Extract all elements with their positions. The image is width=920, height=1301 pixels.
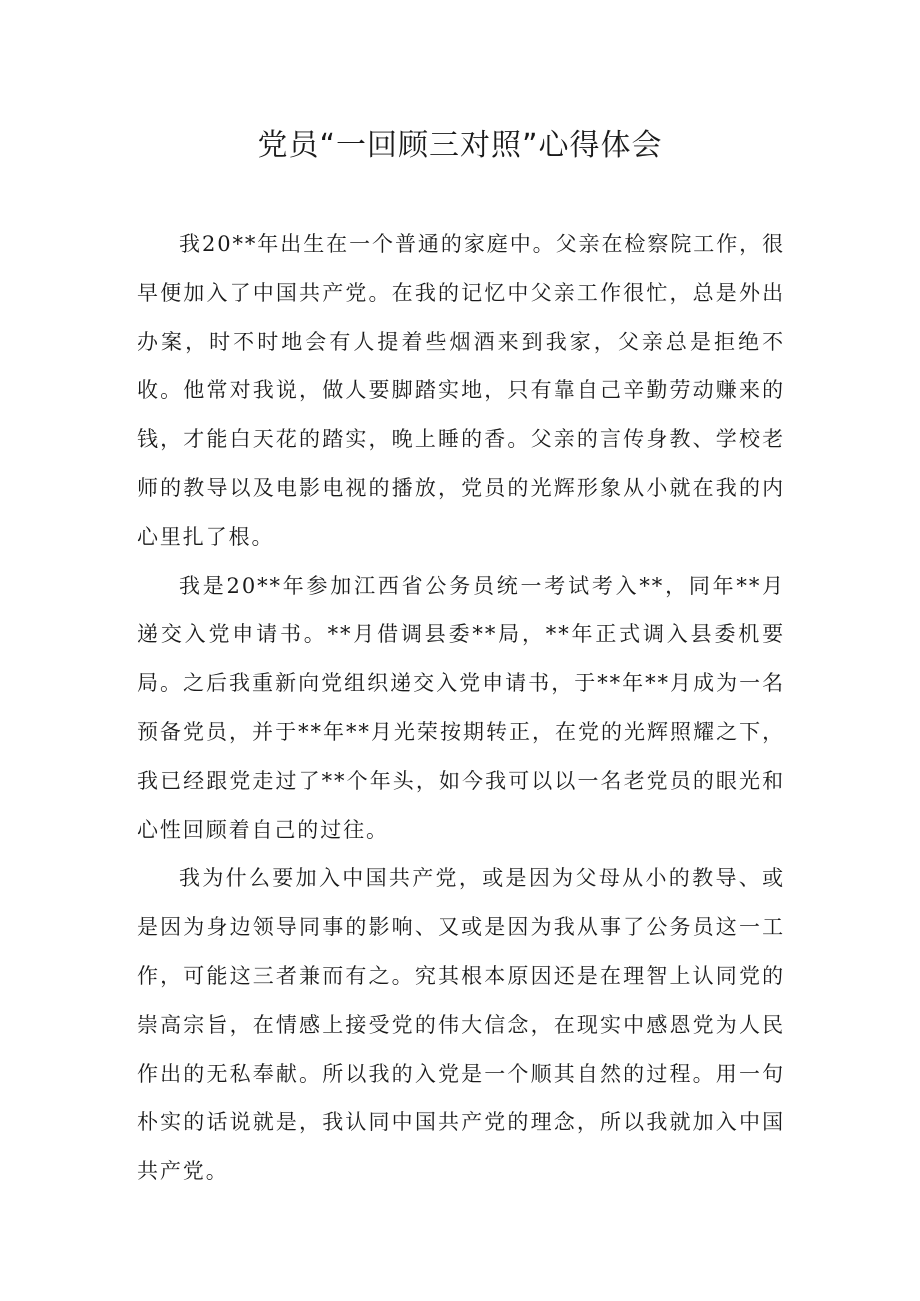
paragraph-1: 我20**年出生在一个普通的家庭中。父亲在检察院工作，很早便加入了中国共产党。在我的记忆中父亲工作很忙，总是外出办案，时不时地会有人提着些烟酒来到我家，父亲总是拒绝不收。他常对我说，做人要脚踏实地，只有靠自己辛勤劳动赚来的钱，才能白天花的踏实，晚上睡的香。父亲的言传身教、学校老师的教导以及电影电视的播放，党员的光辉形象从小就在我的内心里扎了根。 (137, 232, 785, 549)
document-title: 党员“一回顾三对照”心得体会 (257, 128, 663, 163)
paragraph-3: 我为什么要加入中国共产党，或是因为父母从小的教导、或是因为身边领导同事的影响、又或是因为我从事了公务员这一工作，可能这三者兼而有之。究其根本原因还是在理智上认同党的崇高宗旨，在情感上接受党的伟大信念，在现实中感恩党为人民作出的无私奉献。所以我的入党是一个顺其自然的过程。用一句朴实的话说就是，我认同中国共产党的理念，所以我就加入中国共产党。 (137, 866, 785, 1184)
paragraph-2: 我是20**年参加江西省公务员统一考试考入**，同年**月递交入党申请书。**月借调县委**局，**年正式调入县委机要局。之后我重新向党组织递交入党申请书，于**年**月成为一名预备党员，并于**年**月光荣按期转正，在党的光辉照耀之下，我已经跟党走过了**个年头，如今我可以以一名老党员的眼光和心性回顾着自己的过往。 (137, 573, 785, 842)
document-body (137, 220, 785, 1196)
